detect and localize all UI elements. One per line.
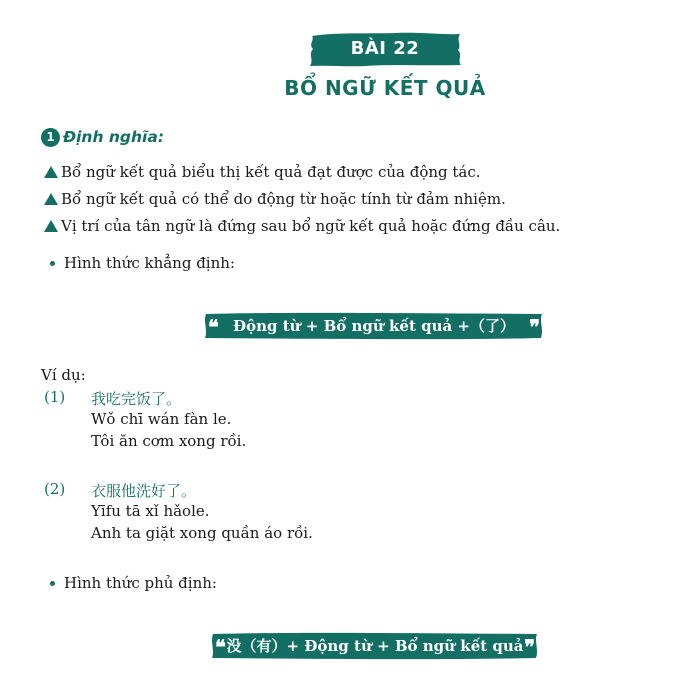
negative-pattern: 没（有）+ Động từ + Bổ ngữ kết quả xyxy=(226,637,524,655)
examples-label: Ví dụ: xyxy=(41,366,86,384)
triangle-bullet-icon xyxy=(44,193,58,205)
example-hanzi: 衣服他洗好了。 xyxy=(91,482,197,500)
definition-item xyxy=(44,190,506,208)
definition-text: Bổ ngữ kết quả có thể do động từ hoặc tính từ đảm nhiệm. xyxy=(61,190,506,208)
affirmative-form-label: Hình thức khẳng định: xyxy=(50,254,235,272)
example-number: (1) xyxy=(44,388,66,406)
definition-text: Bổ ngữ kết quả biểu thị kết quả đạt được của động tác. xyxy=(61,163,481,181)
dot-bullet-icon xyxy=(50,261,55,266)
negative-pattern-box xyxy=(209,631,541,661)
open-quote-icon: ❝ xyxy=(215,635,226,659)
example-translation: Tôi ăn cơm xong rồi. xyxy=(91,432,247,450)
triangle-bullet-icon xyxy=(44,220,58,232)
definition-item xyxy=(44,163,481,181)
dot-bullet-icon xyxy=(50,581,55,586)
section-number-badge: 1 xyxy=(41,128,60,147)
lesson-title: BỔ NGỮ KẾT QUẢ xyxy=(284,76,486,100)
open-quote-icon: ❝ xyxy=(208,315,219,339)
close-quote-icon: ❞ xyxy=(524,635,535,659)
close-quote-icon: ❞ xyxy=(529,315,540,339)
example-pinyin: Wǒ chī wán fàn le. xyxy=(91,410,232,428)
negative-form-label: Hình thức phủ định: xyxy=(50,574,217,592)
section-heading xyxy=(41,126,164,148)
affirmative-pattern: Động từ + Bổ ngữ kết quả +（了） xyxy=(233,317,515,335)
section-title: Định nghĩa: xyxy=(63,128,165,146)
affirmative-pattern-box xyxy=(202,311,546,341)
triangle-bullet-icon xyxy=(44,166,58,178)
lesson-banner xyxy=(306,30,464,68)
example-hanzi: 我吃完饭了。 xyxy=(91,390,182,408)
definition-text: Vị trí của tân ngữ là đứng sau bổ ngữ kết quả hoặc đứng đầu câu. xyxy=(61,217,561,235)
example-pinyin: Yīfu tā xǐ hǎole. xyxy=(91,502,210,520)
definition-item xyxy=(44,217,560,235)
example-translation: Anh ta giặt xong quần áo rồi. xyxy=(91,524,313,542)
example-number: (2) xyxy=(44,480,66,498)
lesson-number: BÀI 22 xyxy=(350,38,420,59)
